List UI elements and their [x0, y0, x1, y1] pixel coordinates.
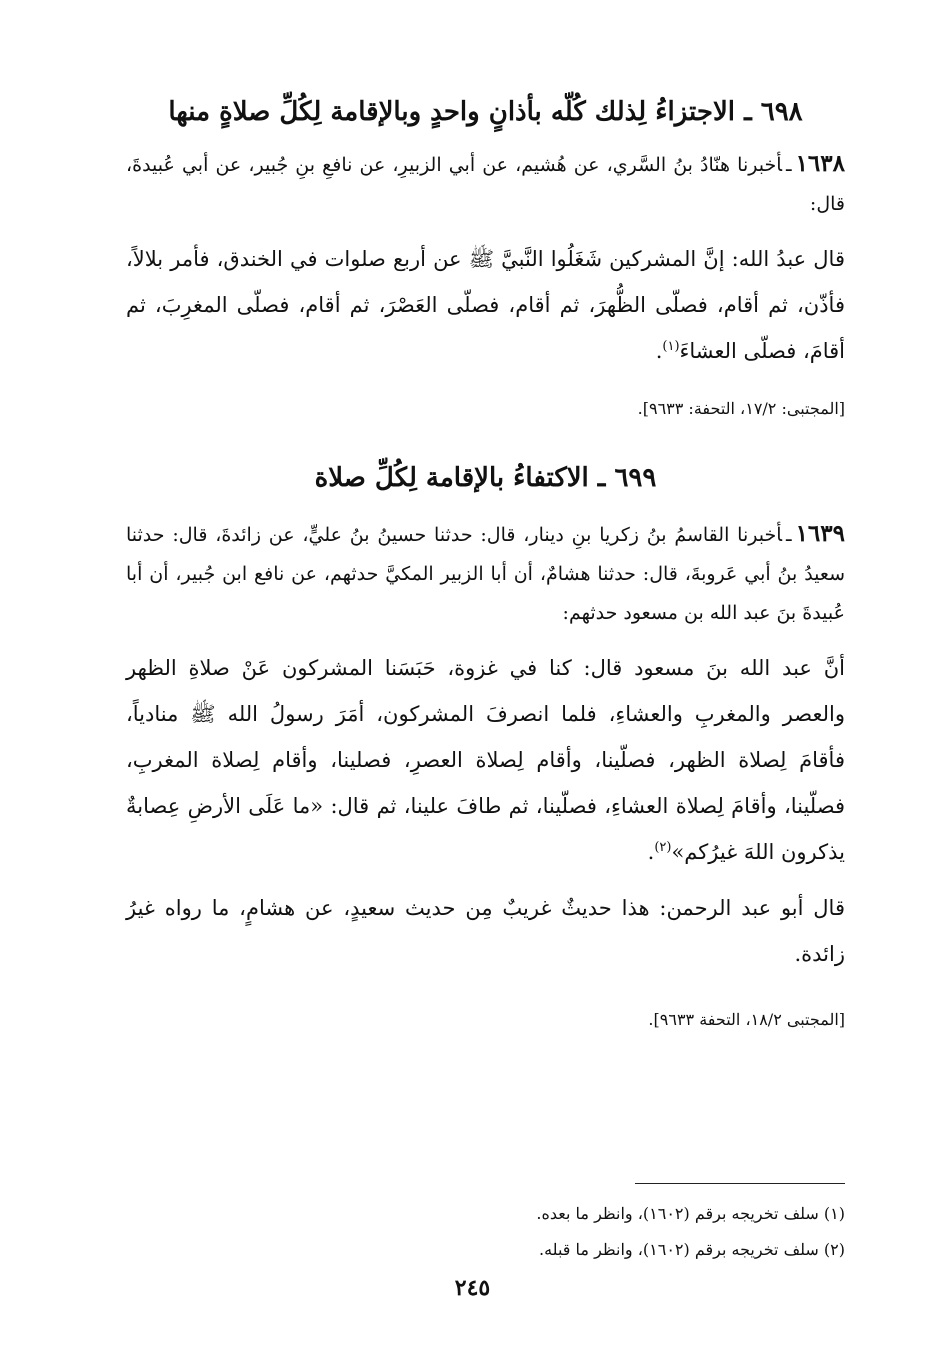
matn-end: . — [647, 840, 655, 864]
footnotes — [126, 1196, 845, 1268]
reference-citation: [المجتبى: ١٧/٢، التحفة: ٩٦٣٣]. — [637, 399, 845, 418]
hadith-matn — [126, 645, 845, 875]
chapter-heading: ٦٩٨ ـ الاجتزاءُ لِذلك كُلّه بأذانٍ واحدٍ وبالإقامة لِكُلِّ صلاةٍ منها — [168, 97, 803, 127]
page-number: ٢٤٥ — [454, 1275, 491, 1301]
chapter-heading: ٦٩٩ ـ الاكتفاءُ بالإقامة لِكُلِّ صلاة — [314, 463, 657, 493]
isnad-text: أخبرنا القاسمُ بنُ زكريا بنِ دينار، قال: حدثنا حسينُ بنُ عليٍّ، عن زائدةَ، قال: حدثنا سعيدُ بنُ أبي عَروبةَ، قال: حدثنا هشامٌ، أن أبا الزبير المكيَّ حدثهم، عن نافع ابن جُبير، أن أبا عُبيدةَ بنَ عبد الله بن مسعود حدثهم: — [126, 524, 845, 624]
hadith-isnad — [126, 514, 845, 633]
footnote-marker: (٢) — [654, 840, 672, 855]
number-dash: ـ — [786, 154, 792, 176]
footnote: (٢) سلف تخريجه برقم (١٦٠٢)، وانظر ما قبله. — [539, 1240, 845, 1259]
isnad-text: أخبرنا هنّادُ بنُ السَّري، عن هُشيم، عن أبي الزبيرِ، عن نافعِ بنِ جُبير، عن أبي عُبيدةَ، قال: — [126, 154, 845, 215]
matn-end: . — [655, 339, 663, 363]
matn-text: قال عبدُ الله: إنَّ المشركين شَغَلُوا النَّبيَّ ﷺ عن أربع صلوات في الخندق، فأمر بلالاً، فأذّن، ثم أقام، فصلّى الظُّهرَ، ثم أقام، فصلّى العَصْرَ، ثم أقام، فصلّى المغرِبَ، ثم أقامَ، فصلّى العشاءَ — [126, 247, 845, 363]
footnote: (١) سلف تخريجه برقم (١٦٠٢)، وانظر ما بعده. — [536, 1204, 845, 1223]
footnote-divider — [635, 1183, 845, 1184]
hadith-number: ١٦٣٨ — [795, 150, 845, 177]
hadith-matn — [126, 236, 845, 374]
hadith-isnad — [126, 144, 845, 224]
author-comment: قال أبو عبد الرحمن: هذا حديثٌ غريبٌ مِن حديث سعيدٍ، عن هشامٍ، ما رواه غيرُ زائدة. — [126, 896, 845, 966]
matn-text: أنَّ عبد الله بنَ مسعود قال: كنا في غزوة، حَبَسَنا المشركون عَنْ صلاةِ الظهر والعصر والمغربِ والعشاءِ، فلما انصرفَ المشركون، أمَرَ رسولُ الله ﷺ منادياً، فأقامَ لِصلاة الظهر، فصلّينا، وأقام لِصلاة العصرِ، فصلينا، وأقام لِصلاة المغربِ، فصلّينا، وأقامَ لِصلاة العشاءِ، فصلّينا، ثم طافَ علينا، ثم قال: «ما عَلَى الأرضِ عِصابةٌ يذكرون اللهَ غيرُكم» — [126, 656, 845, 864]
number-dash: ـ — [786, 524, 792, 546]
hadith-number: ١٦٣٩ — [795, 520, 845, 547]
footnote-marker: (١) — [662, 339, 680, 354]
reference-citation: [المجتبى ١٨/٢، التحفة ٩٦٣٣]. — [648, 1010, 845, 1029]
